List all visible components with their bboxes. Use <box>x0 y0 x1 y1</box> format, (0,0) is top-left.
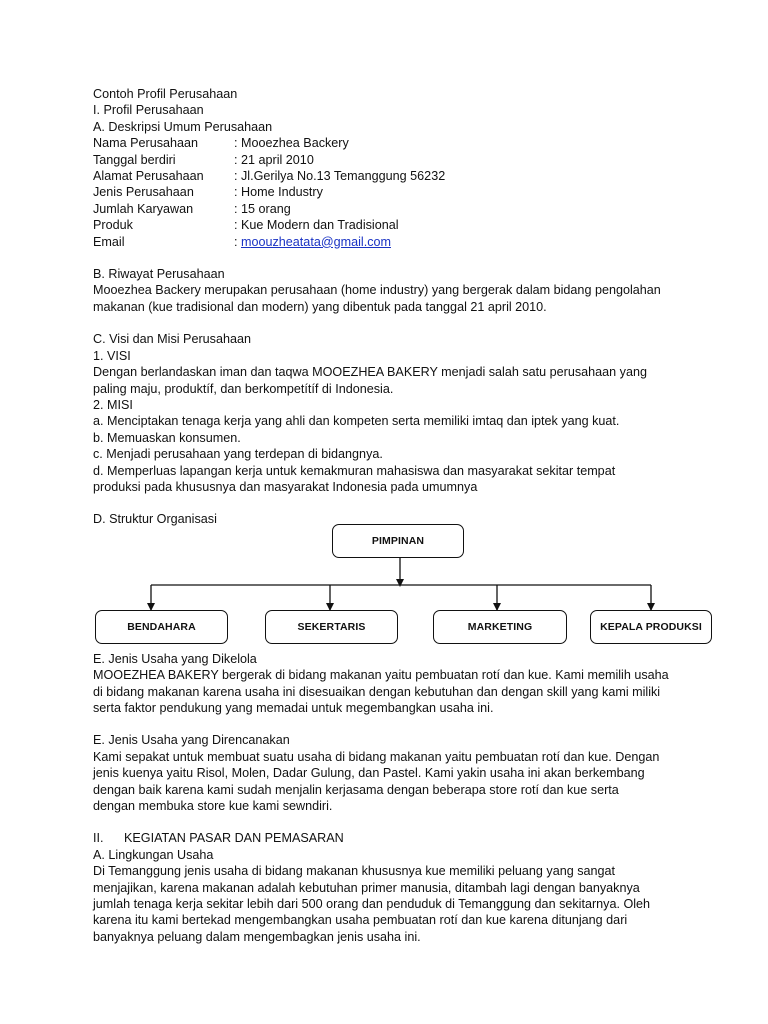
profile-row <box>93 168 674 184</box>
profile-key: Tanggal berdiri <box>93 152 176 167</box>
profile-value: : 21 april 2010 <box>234 152 314 167</box>
profile-key: Jenis Perusahaan <box>93 185 194 200</box>
usaha-dikelola-line: di bidang makanan karena usaha ini disesuaikan dengan kebutuhan dan dengan skill yang kami miliki <box>93 684 661 699</box>
lingkungan-line: menjajikan, karena makanan adalah kebutuhan primer manusia, ditambah lagi dengan banyaknya <box>93 880 640 895</box>
org-box-pimpinan: PIMPINAN <box>332 524 464 558</box>
section-2a-heading: A. Lingkungan Usaha <box>93 847 214 862</box>
misi-item: produksi pada khususnya dan masyarakat Indonesia pada umumnya <box>93 479 478 494</box>
lingkungan-line: banyaknya peluang dalam mengembagkan jenis usaha ini. <box>93 929 421 944</box>
visi-line: paling maju, produktíf, dan berkompetítíf di Indonesia. <box>93 381 394 396</box>
section-2-number: II. <box>93 831 104 846</box>
profile-row-email <box>93 234 674 250</box>
email-colon: : <box>234 234 241 249</box>
misi-item: a. Menciptakan tenaga kerja yang ahli dan kompeten serta memiliki imtaq dan iptek yang kuat. <box>93 414 620 429</box>
document-content <box>93 86 702 945</box>
section-2-title: KEGIATAN PASAR DAN PEMASARAN <box>124 831 344 846</box>
usaha-direncanakan-line: dengan baik karena kami sudah menjalin kerjasama dengan beberapa store rotí dan kue serta <box>93 782 619 797</box>
spacer <box>93 814 674 830</box>
section-1-heading: I. Profil Perusahaan <box>93 103 204 118</box>
profile-row <box>93 217 674 233</box>
section-e1-heading: E. Jenis Usaha yang Dikelola <box>93 651 257 666</box>
org-chart <box>93 530 702 660</box>
org-box-sekertaris: SEKERTARIS <box>265 610 398 644</box>
misi-item: c. Menjadi perusahaan yang terdepan di bidangnya. <box>93 447 383 462</box>
profile-key: Nama Perusahaan <box>93 136 199 151</box>
riwayat-line: Mooezhea Backery merupakan perusahaan (home industry) yang bergerak dalam bidang pengolahan <box>93 283 661 298</box>
usaha-dikelola-line: MOOEZHEA BAKERY bergerak di bidang makanan yaitu pembuatan rotí dan kue. Kami memilih usaha <box>93 668 669 683</box>
profile-key: Alamat Perusahaan <box>93 169 204 184</box>
profile-value: : Mooezhea Backery <box>234 136 349 151</box>
profile-key: Email <box>93 234 125 249</box>
visi-label: 1. VISI <box>93 348 131 363</box>
section-c-heading: C. Visi dan Misi Perusahaan <box>93 332 251 347</box>
section-2-heading <box>93 830 674 846</box>
usaha-direncanakan-line: Kami sepakat untuk membuat suatu usaha di bidang makanan yaitu pembuatan rotí dan kue. Dengan <box>93 749 660 764</box>
spacer <box>93 315 674 331</box>
arrowhead <box>396 579 404 587</box>
org-box-bendahara: BENDAHARA <box>95 610 228 644</box>
section-a-heading: A. Deskripsi Umum Perusahaan <box>93 119 273 134</box>
visi-line: Dengan berlandaskan iman dan taqwa MOOEZHEA BAKERY menjadi salah satu perusahaan yang <box>93 365 647 380</box>
org-box-marketing: MARKETING <box>433 610 567 644</box>
doc-title: Contoh Profil Perusahaan <box>93 87 238 101</box>
profile-value: : Kue Modern dan Tradisional <box>234 218 399 233</box>
profile-row <box>93 201 674 217</box>
usaha-dikelola-line: serta faktor pendukung yang memadai untuk megembangkan usaha ini. <box>93 700 494 715</box>
lingkungan-line: Di Temanggung jenis usaha di bidang makanan khususnya kue memiliki peluang yang sangat <box>93 864 616 879</box>
section-e2-heading: E. Jenis Usaha yang Direncanakan <box>93 733 290 748</box>
usaha-direncanakan-line: dengan membuka store kue kami sewndiri. <box>93 799 333 813</box>
lingkungan-line: jumlah tenaga kerja sekitar lebih dari 500 orang dan penduduk di Temanggung dan sekitarnya. Oleh <box>93 897 651 912</box>
spacer <box>93 250 674 266</box>
usaha-direncanakan-line: jenis kuenya yaitu Risol, Molen, Dadar Gulung, dan Pastel. Kami yakin usaha ini akan berkembang <box>93 766 645 781</box>
misi-item: b. Memuaskan konsumen. <box>93 430 241 445</box>
profile-value: : 15 orang <box>234 201 291 216</box>
email-link[interactable]: moouzheatata@gmail.com <box>241 234 391 249</box>
profile-key: Jumlah Karyawan <box>93 201 194 216</box>
profile-row <box>93 184 674 200</box>
misi-item: d. Memperluas lapangan kerja untuk kemakmuran mahasiswa dan masyarakat sekitar tempat <box>93 463 616 478</box>
misi-label: 2. MISI <box>93 397 133 412</box>
profile-table <box>93 135 674 250</box>
lingkungan-line: karena itu kami bertekad mengembangkan usaha pembuatan rotí dan kue karena ditunjang dari <box>93 913 628 928</box>
profile-row <box>93 152 674 168</box>
spacer <box>93 495 674 511</box>
org-box-kepala-produksi: KEPALA PRODUKSI <box>590 610 712 644</box>
spacer <box>93 716 674 732</box>
section-b-heading: B. Riwayat Perusahaan <box>93 267 225 282</box>
profile-value: : Home Industry <box>234 185 323 200</box>
profile-row <box>93 135 674 151</box>
section-d-heading: D. Struktur Organisasi <box>93 512 217 527</box>
riwayat-line: makanan (kue tradisional dan modern) yang dibentuk pada tanggal 21 april 2010. <box>93 299 547 314</box>
profile-value: : Jl.Gerilya No.13 Temanggung 56232 <box>234 169 446 184</box>
profile-key: Produk <box>93 218 133 233</box>
